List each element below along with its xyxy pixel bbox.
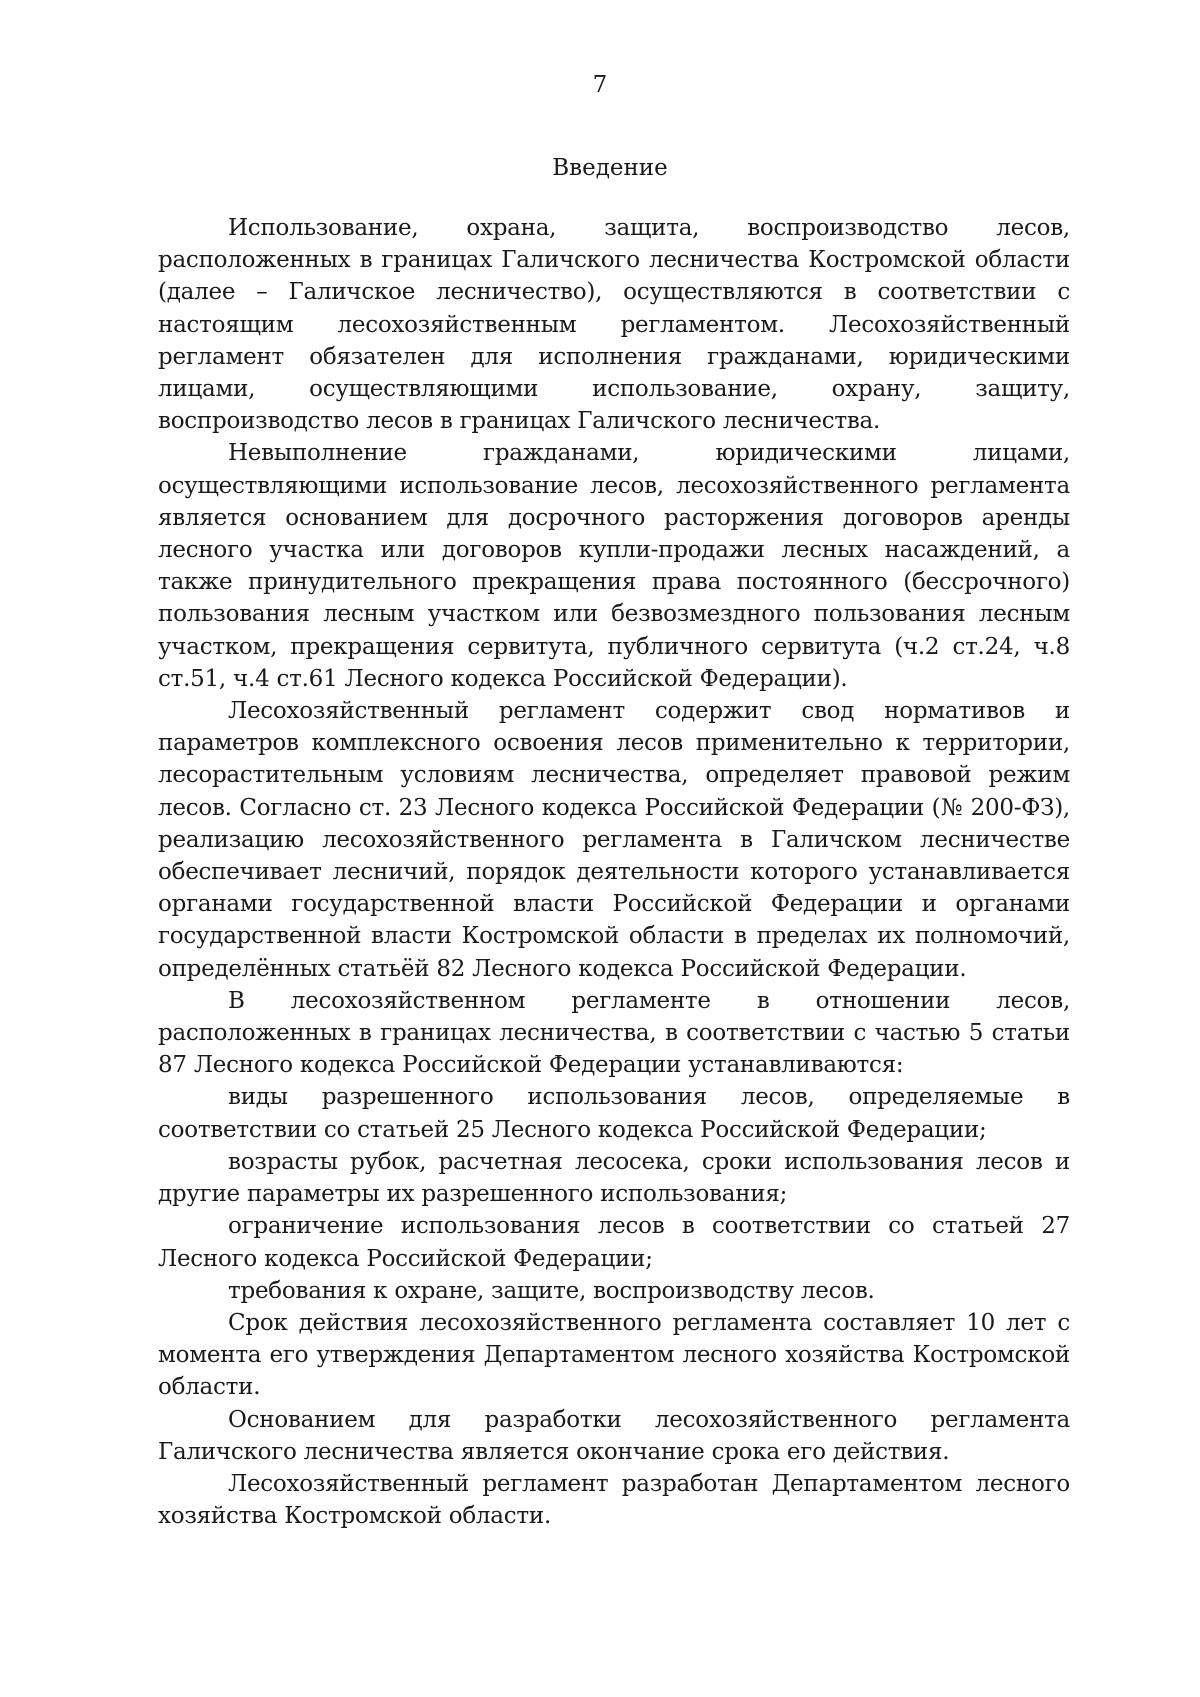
paragraph: Использование, охрана, защита, воспроизводство лесов, расположенных в границах Галичского лесничества Костромской области (далее – Галичское лесничество), осуществляются в соответствии с настоящим лесохозяйственным регламентом. Лесохозяйственный регламент обязателен для исполнения гражданами, юридическими лицами, осуществляющими использование, охрану, защиту, воспроизводство лесов в границах Галичского лесничества. [158,215,1070,435]
list-item: возрасты рубок, расчетная лесосека, сроки использования лесов и другие параметры их разрешенного использования; [158,1148,1070,1208]
page-number: 7 [592,72,608,98]
body-text [158,212,1070,1532]
list-item: требования к охране, защите, воспроизводству лесов. [228,1277,875,1304]
list-item: ограничение использования лесов в соответствии со статьей 27 Лесного кодекса Российской Федерации; [158,1213,1070,1272]
paragraph: Невыполнение гражданами, юридическими лицами, осуществляющими использование лесов, лесохозяйственного регламента является основанием для досрочного расторжения договоров аренды лесного участка или договоров купли-продажи лесных насаждений, а также принудительного прекращения права постоянного (бессрочного) пользования лесным участком или безвозмездного пользования лесным участком, прекращения сервитута, публичного сервитута (ч.2 ст.24, ч.8 ст.51, ч.4 ст.61 Лесного кодекса Российской Федерации). [158,440,1070,692]
section-heading: Введение [552,155,668,181]
paragraph: В лесохозяйственном регламенте в отношении лесов, расположенных в границах лесничества, в соответствии с частью 5 статьи 87 Лесного кодекса Российской Федерации устанавливаются: [158,987,1070,1079]
paragraph: Лесохозяйственный регламент содержит свод нормативов и параметров комплексного освоения лесов применительно к территории, лесорастительным условиям лесничества, определяет правовой режим лесов. Согласно ст. 23 Лесного кодекса Российской Федерации (№ 200-ФЗ), реализацию лесохозяйственного регламента в Галичском лесничестве обеспечивает лесничий, порядок деятельности которого устанавливается органами государственной власти Российской Федерации и органами государственной власти Костромской области в пределах их полномочий, определённых статьёй 82 Лесного кодекса Российской Федерации. [158,698,1070,982]
paragraph: Лесохозяйственный регламент разработан Департаментом лесного хозяйства Костромской области. [158,1470,1070,1530]
paragraph: Срок действия лесохозяйственного регламента составляет 10 лет с момента его утверждения Департаментом лесного хозяйства Костромской области. [158,1309,1070,1401]
list-item: виды разрешенного использования лесов, определяемые в соответствии со статьей 25 Лесного кодекса Российской Федерации; [158,1084,1070,1143]
paragraph: Основанием для разработки лесохозяйственного регламента Галичского лесничества является окончание срока его действия. [158,1406,1070,1465]
